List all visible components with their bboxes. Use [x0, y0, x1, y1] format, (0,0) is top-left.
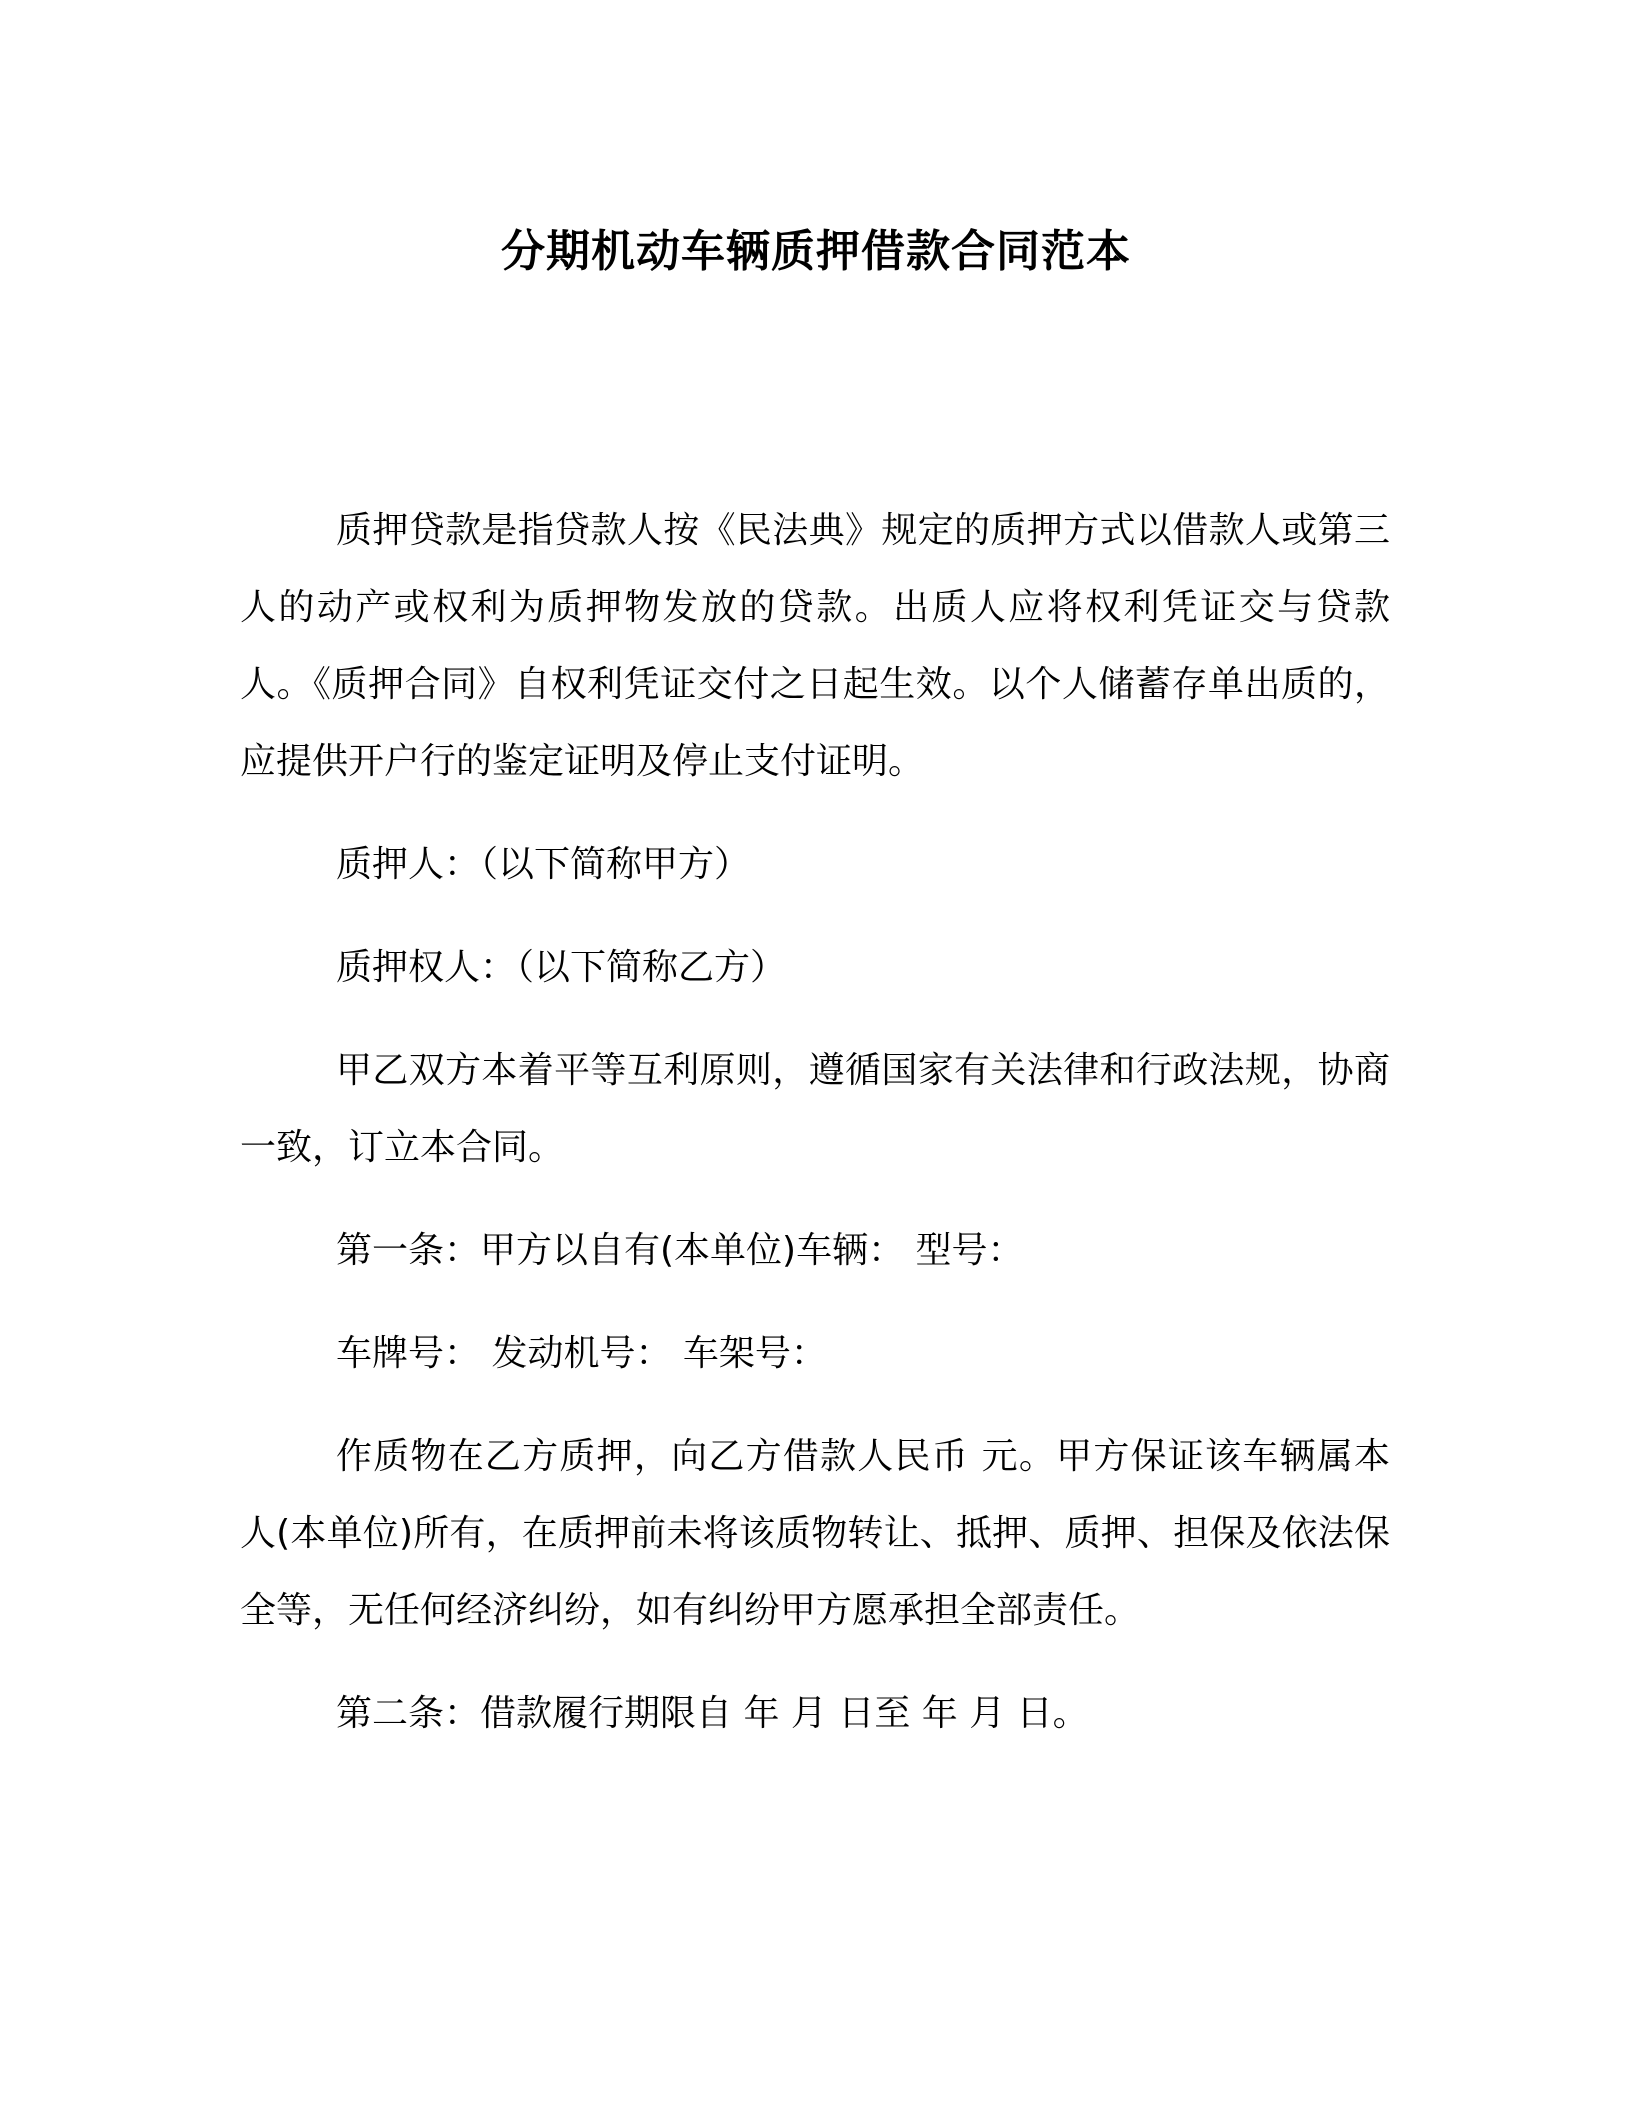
paragraph-pledgor: 质押人：（以下简称甲方） — [336, 844, 751, 885]
paragraph-definition: 质押贷款是指贷款人按《民法典》规定的质押方式以借款人或第三人的动产或权利为质押物发放的贷款。出质人应将权利凭证交与贷款人。《质押合同》自权利凭证交付之日起生效。以个人储蓄存单出质的，应提供开户行的鉴定证明及停止支付证明。 — [240, 510, 1390, 782]
document-body — [240, 492, 1390, 1778]
paragraph-article-1: 第一条：甲方以自有(本单位)车辆： 型号： — [336, 1230, 1024, 1271]
paragraph-principle: 甲乙双方本着平等互利原则，遵循国家有关法律和行政法规，协商一致，订立本合同。 — [240, 1050, 1390, 1168]
document-title: 分期机动车辆质押借款合同范本 — [501, 226, 1131, 277]
paragraph-vehicle-ids: 车牌号： 发动机号： 车架号： — [336, 1333, 827, 1374]
paragraph-article-2: 第二条：借款履行期限自 年 月 日至 年 月 日。 — [336, 1693, 1089, 1734]
paragraph-loan-guarantee: 作质物在乙方质押，向乙方借款人民币 元。甲方保证该车辆属本人(本单位)所有，在质押前未将该质物转让、抵押、质押、担保及依法保全等，无任何经济纠纷，如有纠纷甲方愿承担全部责任。 — [240, 1436, 1390, 1631]
paragraph-pledgee: 质押权人：（以下简称乙方） — [336, 947, 787, 988]
